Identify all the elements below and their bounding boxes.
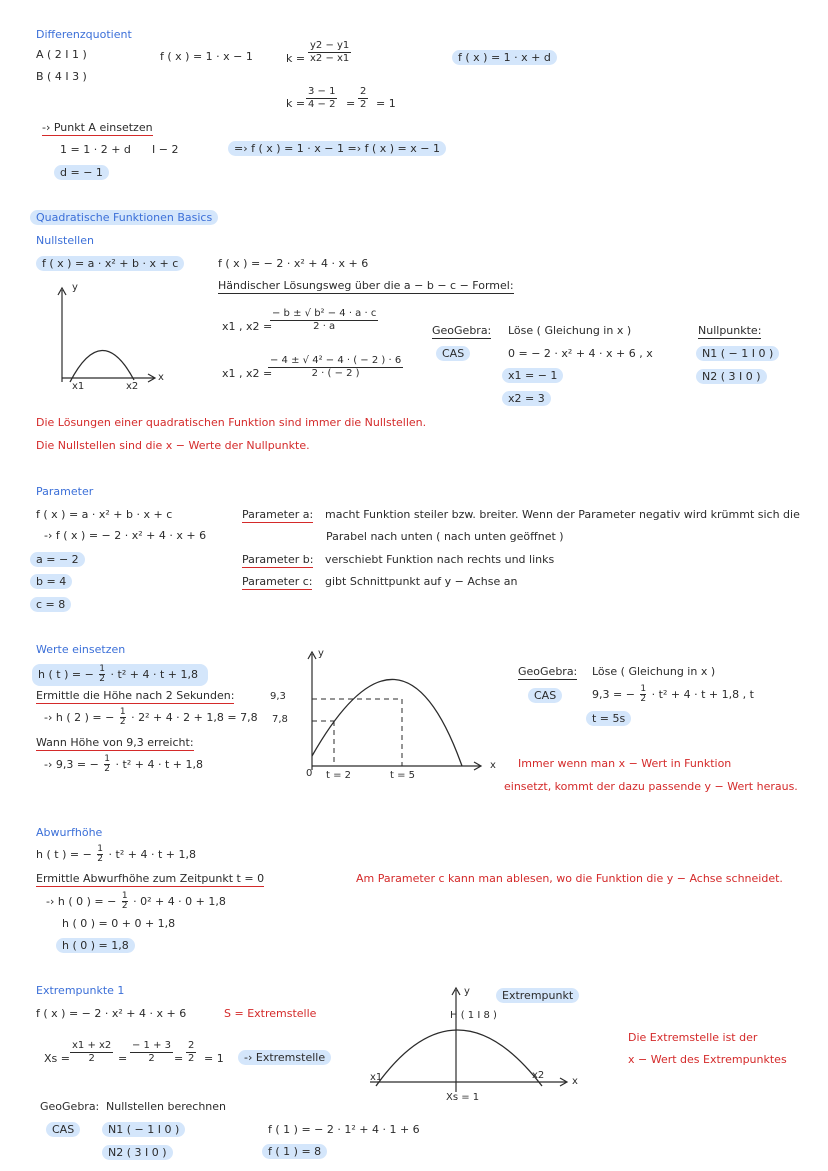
geogebra-label: GeoGebra: — [432, 324, 491, 339]
question-abwurfhoehe: Ermittle Abwurfhöhe zum Zeitpunkt t = 0 — [36, 872, 264, 887]
k-fraction: $\frac{y2 - y1}{x2 - x1}$ — [310, 40, 350, 64]
cas-badge-2: CAS — [528, 688, 562, 703]
equation-1-operation: I − 2 — [152, 143, 179, 156]
extrem-graph-h: H ( 1 I 8 ) — [450, 1010, 497, 1021]
extrem-parabola — [376, 1030, 545, 1086]
extrem-graph-x: x — [572, 1076, 578, 1087]
equation-1: 1 = 1 · 2 + d — [60, 143, 131, 156]
note-extremstelle-1: Die Extremstelle ist der — [628, 1031, 758, 1044]
abwurf-step-2: h ( 0 ) = 0 + 0 + 1,8 — [62, 917, 176, 930]
section-title-parameter: Parameter — [36, 485, 94, 498]
f1-result: f ( 1 ) = 8 — [262, 1144, 327, 1159]
cas-badge: CAS — [436, 346, 470, 361]
xs-eq-1: = — [118, 1052, 128, 1065]
geogebra-result-t: t = 5s — [586, 711, 631, 726]
extrem-n1: N1 ( − 1 I 0 ) — [102, 1122, 185, 1137]
note-loesungen: Die Lösungen einer quadratischen Funktion sind immer die Nullstellen. — [36, 416, 427, 429]
height-graph-y: y — [318, 648, 324, 659]
extrem-graph-xs: Xs = 1 — [446, 1092, 480, 1103]
param-a-text: macht Funktion steiler bzw. breiter. Wenn der Parameter negativ wird krümmt sich die — [325, 508, 800, 521]
geogebra-equation: 0 = − 2 · x² + 4 · x + 6 , x — [508, 347, 653, 360]
k2-eq: = — [346, 97, 356, 110]
geogebra-label-3: GeoGebra: — [40, 1100, 100, 1113]
d-result: d = − 1 — [54, 165, 109, 180]
height-graph-0: 0 — [306, 768, 313, 779]
x12-label-1: x1 , x2 = — [222, 320, 273, 333]
height-graph-78: 7,8 — [272, 714, 288, 725]
extremstelle-arrow: -› Extremstelle — [238, 1050, 331, 1065]
param-c-text: gibt Schnittpunkt auf y − Achse an — [325, 575, 518, 588]
x2-result: x2 = 3 — [502, 391, 551, 406]
param-b-value: b = 4 — [30, 574, 72, 589]
abwurf-function: h ( t ) = − $\frac{1}{2}$ · t² + 4 · t + 1,8 — [36, 844, 196, 865]
x1-result: x1 = − 1 — [502, 368, 563, 383]
k-label: k = — [286, 52, 306, 65]
k2-fraction-2: $\frac{2}{2}$ — [360, 86, 367, 110]
xs-result: = 1 — [204, 1052, 224, 1065]
nullstellen-graph — [54, 282, 174, 394]
abwurf-step-1: -› h ( 0 ) = − $\frac{1}{2}$ · 0² + 4 · 0 + 1,8 — [46, 891, 226, 912]
xs-eq-2: = — [174, 1052, 184, 1065]
abwurf-result: h ( 0 ) = 1,8 — [56, 938, 135, 953]
x12-label-2: x1 , x2 = — [222, 367, 273, 380]
subtitle-nullstellen: Nullstellen — [36, 234, 94, 247]
param-c-value: c = 8 — [30, 597, 71, 612]
graph-x-label: x — [158, 372, 164, 383]
note-nullstellen: Die Nullstellen sind die x − Werte der Nullpunkte. — [36, 439, 310, 452]
graph-x2-label: x2 — [126, 381, 139, 392]
geogebra-command: Löse ( Gleichung in x ) — [508, 324, 632, 337]
question-height-2s: Ermittle die Höhe nach 2 Sekunden: — [36, 689, 234, 704]
extrem-graph-x2: x2 — [532, 1070, 545, 1081]
note-y-wert: einsetzt, kommt der dazu passende y − Wert heraus. — [504, 780, 798, 793]
param-b-text: verschiebt Funktion nach rechts und links — [325, 553, 555, 566]
xs-fraction-3: $\frac{2}{2}$ — [188, 1040, 195, 1064]
s-extremstelle-note: S = Extremstelle — [224, 1007, 317, 1020]
nullpunkt-n2: N2 ( 3 I 0 ) — [696, 369, 767, 384]
result-chain: =› f ( x ) = 1 · x − 1 =› f ( x ) = x − 1 — [228, 141, 446, 156]
note-extremstelle-2: x − Wert des Extrempunktes — [628, 1053, 787, 1066]
abc-formula-filled: $\frac{\text{− 4 ± √ 4² − 4 · ( − 2 ) · 6}}{2 \cdot ( - 2 )}$ — [270, 355, 402, 379]
abc-formula: $\frac{\text{− b ± √ b² − 4 · a · c}}{2 \cdot a}$ — [272, 308, 377, 332]
f1-calculation: f ( 1 ) = − 2 · 1² + 4 · 1 + 6 — [268, 1123, 420, 1136]
parabola — [70, 350, 134, 382]
graph-y-label: y — [72, 282, 78, 293]
geogebra-equation-2: 9,3 = − $\frac{1}{2}$ · t² + 4 · t + 1,8 , t — [592, 684, 754, 705]
xs-fraction-2: $\frac{- 1 + 3}{2}$ — [132, 1040, 172, 1064]
method-heading: Händischer Lösungsweg über die a − b − c − Formel: — [218, 279, 514, 294]
xs-label: Xs = — [44, 1052, 70, 1065]
question-height-93: Wann Höhe von 9,3 erreicht: — [36, 736, 194, 751]
extrem-function: f ( x ) = − 2 · x² + 4 · x + 6 — [36, 1007, 187, 1020]
section-title-quadratische-funktionen: Quadratische Funktionen Basics — [30, 210, 218, 225]
punkt-a-einsetzen: -› Punkt A einsetzen — [42, 121, 153, 136]
general-linear-function: f ( x ) = 1 · x + d — [452, 50, 557, 65]
section-title-extrempunkte: Extrempunkte 1 — [36, 984, 125, 997]
k2-fraction: $\frac{3 - 1}{4 - 2}$ — [308, 86, 336, 110]
note-x-wert: Immer wenn man x − Wert in Funktion — [518, 757, 732, 770]
function-quadratic: f ( x ) = − 2 · x² + 4 · x + 6 — [218, 257, 369, 270]
extrem-n2: N2 ( 3 I 0 ) — [102, 1145, 173, 1160]
param-c-label: Parameter c: — [242, 575, 312, 590]
extrempunkt-label: Extrempunkt — [496, 988, 579, 1003]
height-graph-t5: t = 5 — [390, 770, 416, 781]
nullpunkte-title: Nullpunkte: — [698, 324, 761, 339]
general-quadratic: f ( x ) = a · x² + b · x + c — [36, 256, 184, 271]
geogebra-command-3: Nullstellen berechnen — [106, 1100, 227, 1113]
param-a-label: Parameter a: — [242, 508, 313, 523]
height-graph — [290, 648, 490, 773]
function-linear: f ( x ) = 1 · x − 1 — [160, 50, 253, 63]
height-graph-93: 9,3 — [270, 691, 286, 702]
geogebra-command-2: Löse ( Gleichung in x ) — [592, 665, 716, 678]
parameter-function: -› f ( x ) = − 2 · x² + 4 · x + 6 — [44, 529, 207, 542]
param-a-value: a = − 2 — [30, 552, 85, 567]
xs-fraction-1: $\frac{x1 + x2}{2}$ — [72, 1040, 112, 1064]
extrem-graph-y: y — [464, 986, 470, 997]
k2-label: k = — [286, 97, 306, 110]
section-title-abwurfhoehe: Abwurfhöhe — [36, 826, 103, 839]
param-b-label: Parameter b: — [242, 553, 313, 568]
note-parameter-c: Am Parameter c kann man ablesen, wo die Funktion die y − Achse schneidet. — [356, 872, 783, 885]
cas-badge-3: CAS — [46, 1122, 80, 1137]
point-a: A ( 2 I 1 ) — [36, 48, 87, 61]
point-b: B ( 4 I 3 ) — [36, 70, 87, 83]
parameter-general: f ( x ) = a · x² + b · x + c — [36, 508, 173, 521]
height-graph-t2: t = 2 — [326, 770, 352, 781]
param-a-text-2: Parabel nach unten ( nach unten geöffnet ) — [326, 530, 564, 543]
geogebra-label-2: GeoGebra: — [518, 665, 577, 680]
height-graph-x: x — [490, 760, 496, 771]
height-2s-calc: -› h ( 2 ) = − $\frac{1}{2}$ · 2² + 4 · 2 + 1,8 = 7,8 — [44, 707, 258, 728]
height-function: h ( t ) = − $\frac{1}{2}$ · t² + 4 · t + 1,8 — [32, 664, 208, 686]
section-title-werte-einsetzen: Werte einsetzen — [36, 643, 126, 656]
section-title-differenzquotient: Differenzquotient — [36, 28, 132, 41]
nullpunkt-n1: N1 ( − 1 I 0 ) — [696, 346, 779, 361]
graph-x1-label: x1 — [72, 381, 85, 392]
k2-result: = 1 — [376, 97, 396, 110]
height-93-equation: -› 9,3 = − $\frac{1}{2}$ · t² + 4 · t + 1,8 — [44, 754, 203, 775]
extrem-graph-x1: x1 — [370, 1072, 383, 1083]
